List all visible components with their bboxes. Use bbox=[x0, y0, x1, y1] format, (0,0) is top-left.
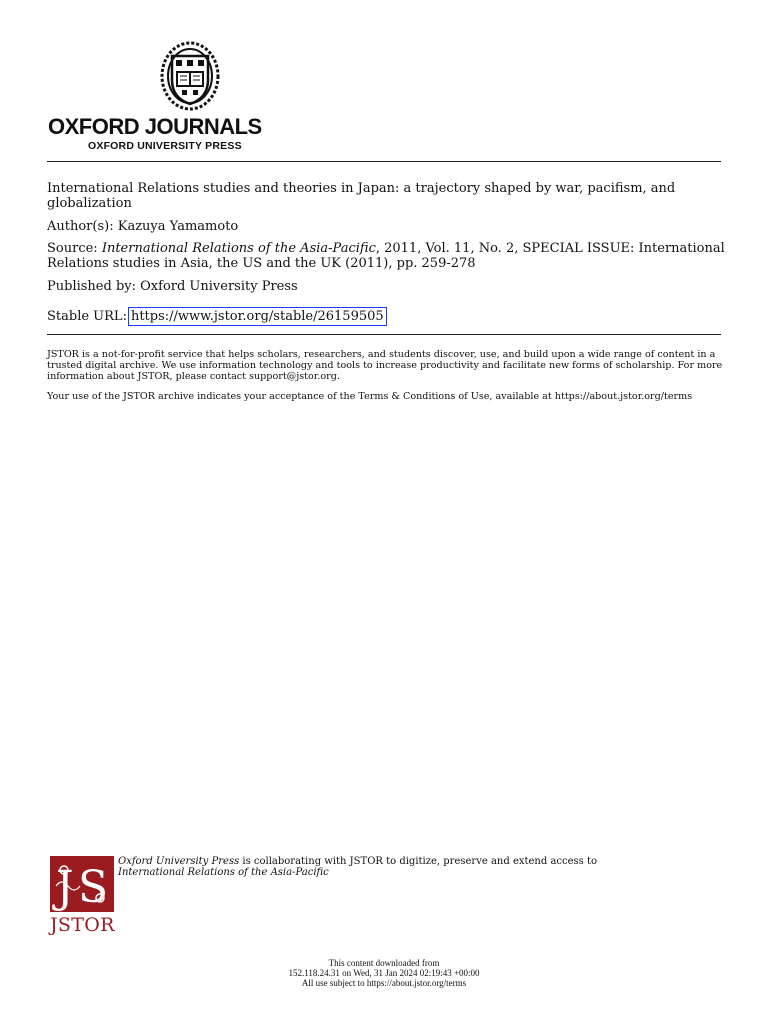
oxford-journals-logo bbox=[48, 40, 338, 160]
source-details: , 2011, Vol. 11, No. 2, SPECIAL ISSUE: International Relations studies in Asia, the US and the UK (2011), pp. 259-278 bbox=[47, 241, 725, 271]
divider-bottom bbox=[47, 334, 721, 335]
footer-line-1: This content downloaded from bbox=[328, 958, 440, 968]
collaboration-statement bbox=[118, 856, 738, 878]
article-title: International Relations studies and theories in Japan: a trajectory shaped by war, pacifism, and globalization bbox=[47, 181, 676, 211]
publisher-value: Oxford University Press bbox=[140, 279, 298, 294]
collab-journal: International Relations of the Asia-Pacific bbox=[118, 867, 329, 878]
article-source bbox=[47, 241, 727, 271]
jstor-emblem bbox=[50, 856, 114, 912]
source-label: Source: bbox=[47, 241, 98, 256]
jstor-monogram-icon bbox=[50, 856, 114, 912]
svg-text:J: J bbox=[56, 862, 74, 912]
published-label: Published by: bbox=[47, 279, 136, 294]
brand-title: OXFORD JOURNALS bbox=[48, 114, 262, 139]
jstor-logo bbox=[50, 856, 114, 936]
authors-value: Kazuya Yamamoto bbox=[117, 219, 239, 234]
jstor-info-notice: JSTOR is a not-for-profit service that helps scholars, researchers, and students discover, use, and build upon a wide range of content in a trusted digital archive. We use information technology and tools to increase productivity and facilitate new forms of scholarship. For more information about JSTOR, please contact support@jstor.org. bbox=[47, 349, 723, 382]
stable-url-link[interactable]: https://www.jstor.org/stable/26159505 bbox=[128, 307, 387, 326]
authors-label: Author(s): bbox=[47, 219, 114, 234]
footer-line-3: All use subject to https://about.jstor.org/terms bbox=[301, 978, 467, 988]
footer-line-2: 152.118.24.31 on Wed, 31 Jan 2024 02:19:43 +00:00 bbox=[288, 968, 480, 978]
stable-url-row bbox=[47, 307, 727, 326]
article-publisher bbox=[47, 279, 727, 294]
divider-top bbox=[47, 161, 721, 162]
article-authors bbox=[47, 219, 727, 234]
terms-notice: Your use of the JSTOR archive indicates your acceptance of the Terms & Conditions of Use, available at https://about.jstor.org/terms bbox=[47, 391, 693, 402]
brand-subtitle: OXFORD UNIVERSITY PRESS bbox=[88, 140, 242, 152]
svg-text:S: S bbox=[78, 862, 109, 912]
collab-middle: is collaborating with JSTOR to digitize, preserve and extend access to bbox=[239, 856, 598, 867]
jstor-wordmark: JSTOR bbox=[50, 914, 115, 936]
stable-url-label: Stable URL: bbox=[47, 309, 127, 324]
source-journal: International Relations of the Asia-Pacific bbox=[101, 241, 376, 256]
download-footer bbox=[0, 958, 768, 988]
collab-publisher: Oxford University Press bbox=[118, 856, 240, 867]
oxford-crest-icon bbox=[158, 40, 222, 112]
